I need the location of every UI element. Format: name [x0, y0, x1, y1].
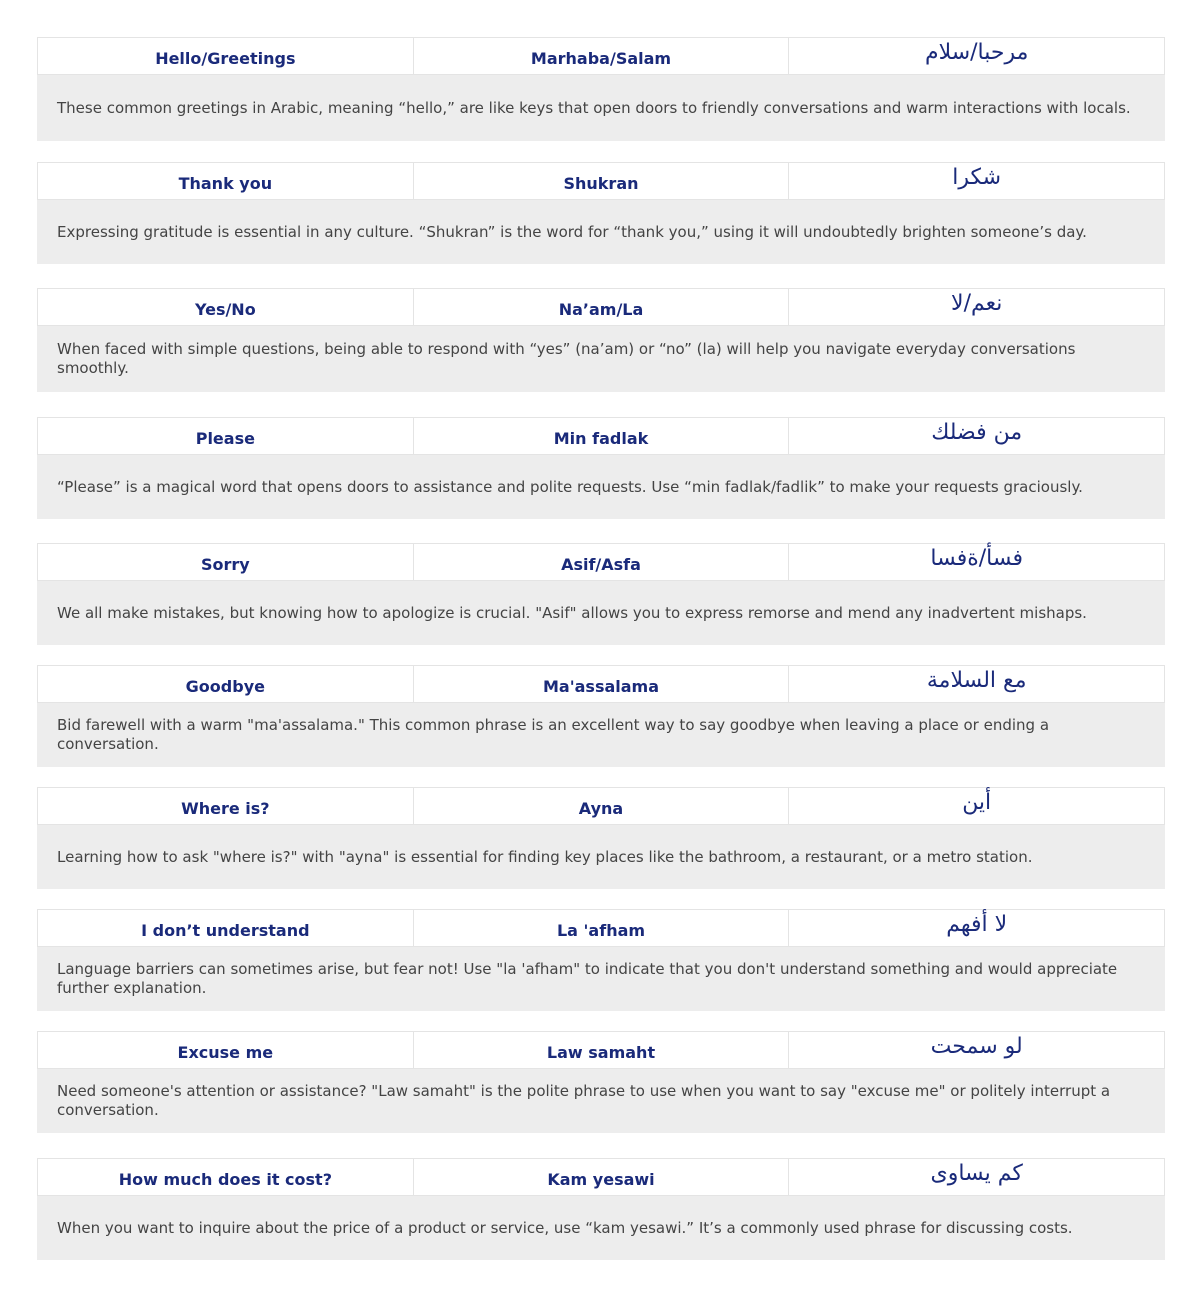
- phrase-description: Expressing gratitude is essential in any culture. “Shukran” is the word for “thank you,” using it will undoubtedly brighten someone’s day.: [37, 200, 1165, 264]
- phrase-description: Need someone's attention or assistance? "Law samaht" is the polite phrase to use when you want to say "excuse me" or politely interrupt a conversation.: [37, 1069, 1165, 1133]
- transliteration-cell: Marhaba/Salam: [414, 38, 790, 74]
- english-cell: Where is?: [38, 788, 414, 824]
- english-cell: Please: [38, 418, 414, 454]
- phrase-description: Bid farewell with a warm "ma'assalama." This common phrase is an excellent way to say goodbye when leaving a place or ending a conversation.: [37, 703, 1165, 767]
- arabic-cell: من فضلك: [931, 419, 1023, 445]
- phrase-description: Learning how to ask "where is?" with "ayna" is essential for finding key places like the bathroom, a restaurant, or a metro station.: [37, 825, 1165, 889]
- arabic-cell: لا أفهم: [946, 911, 1008, 937]
- arabic-cell: ف‍س‍أ/ةف‍س‍ا: [930, 545, 1023, 571]
- arabic-cell: نعم/لا: [951, 290, 1003, 316]
- phrase-card-hello: [37, 37, 1165, 141]
- transliteration-cell: Ayna: [414, 788, 790, 824]
- transliteration-cell: Kam yesawi: [414, 1159, 790, 1195]
- phrase-description: These common greetings in Arabic, meaning “hello,” are like keys that open doors to friendly conversations and warm interactions with locals.: [37, 75, 1165, 141]
- phrase-card-how-much: [37, 1158, 1165, 1260]
- phrase-card-dont-understand: [37, 909, 1165, 1011]
- phrase-header-row: [37, 162, 1165, 200]
- transliteration-cell: Shukran: [414, 163, 790, 199]
- phrase-card-please: [37, 417, 1165, 519]
- transliteration-cell: Law samaht: [414, 1032, 790, 1068]
- transliteration-cell: Ma'assalama: [414, 666, 790, 702]
- phrase-header-row: [37, 1031, 1165, 1069]
- phrase-card-thank-you: [37, 162, 1165, 264]
- phrase-card-goodbye: [37, 665, 1165, 767]
- phrase-header-row: [37, 1158, 1165, 1196]
- arabic-cell: لو سمحت: [930, 1033, 1023, 1059]
- phrase-description: When you want to inquire about the price of a product or service, use “kam yesawi.” It’s a commonly used phrase for discussing costs.: [37, 1196, 1165, 1260]
- phrase-description: We all make mistakes, but knowing how to apologize is crucial. "Asif" allows you to express remorse and mend any inadvertent mishaps.: [37, 581, 1165, 645]
- english-cell: I don’t understand: [38, 910, 414, 946]
- transliteration-cell: Na’am/La: [414, 289, 790, 325]
- arabic-cell: شكرا: [952, 164, 1002, 190]
- english-cell: How much does it cost?: [38, 1159, 414, 1195]
- phrase-header-row: [37, 787, 1165, 825]
- english-cell: Sorry: [38, 544, 414, 580]
- english-cell: Excuse me: [38, 1032, 414, 1068]
- transliteration-cell: Asif/Asfa: [414, 544, 790, 580]
- phrase-header-row: [37, 37, 1165, 75]
- english-cell: Goodbye: [38, 666, 414, 702]
- phrase-card-where-is: [37, 787, 1165, 889]
- transliteration-cell: La 'afham: [414, 910, 790, 946]
- phrase-description: Language barriers can sometimes arise, but fear not! Use "la 'afham" to indicate that you don't understand something and would appreciate further explanation.: [37, 947, 1165, 1011]
- arabic-cell: مرحبا/سلام: [924, 39, 1029, 65]
- phrase-card-yes-no: [37, 288, 1165, 392]
- arabic-cell: مع السلامة: [926, 667, 1027, 693]
- phrase-header-row: [37, 665, 1165, 703]
- phrase-card-excuse-me: [37, 1031, 1165, 1133]
- english-cell: Yes/No: [38, 289, 414, 325]
- phrase-header-row: [37, 288, 1165, 326]
- english-cell: Hello/Greetings: [38, 38, 414, 74]
- arabic-cell: كم يساوى: [930, 1160, 1023, 1186]
- english-cell: Thank you: [38, 163, 414, 199]
- phrase-description: When faced with simple questions, being able to respond with “yes” (na’am) or “no” (la) will help you navigate everyday conversations smoothly.: [37, 326, 1165, 392]
- phrase-description: “Please” is a magical word that opens doors to assistance and polite requests. Use “min fadlak/fadlik” to make your requests graciously.: [37, 455, 1165, 519]
- phrase-card-sorry: [37, 543, 1165, 645]
- arabic-cell: أين: [962, 789, 992, 815]
- phrase-header-row: [37, 417, 1165, 455]
- phrase-header-row: [37, 909, 1165, 947]
- transliteration-cell: Min fadlak: [414, 418, 790, 454]
- phrase-header-row: [37, 543, 1165, 581]
